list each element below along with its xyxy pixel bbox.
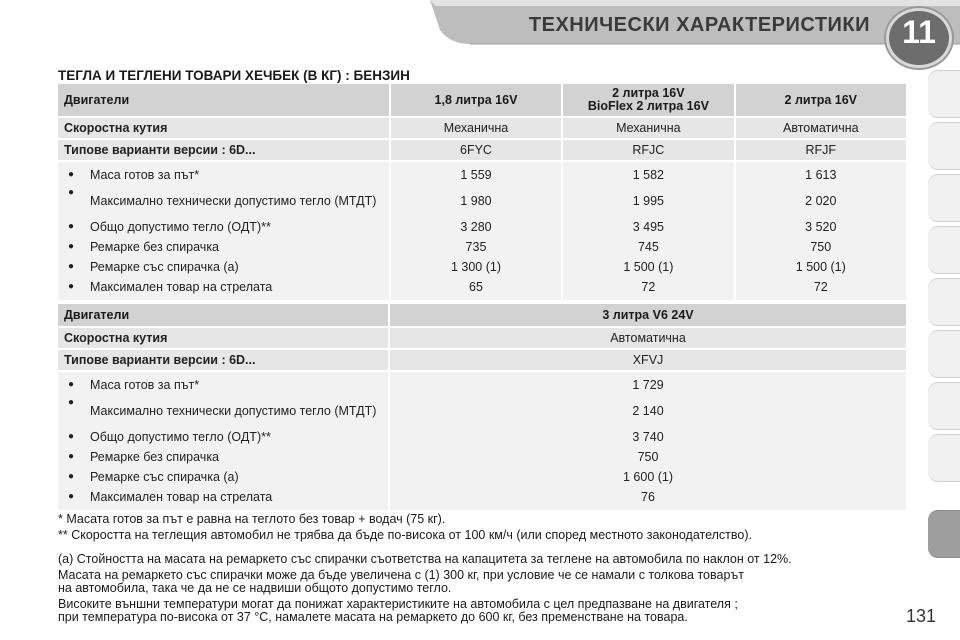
row-label: Максимално технически допустимо тегло (МТДТ) xyxy=(90,194,377,208)
cell-value: 2 140 xyxy=(632,404,664,418)
row-label: Ремарке със спирачка (a) xyxy=(90,470,239,484)
variants-label: Типове варианти версии : 6D... xyxy=(58,350,388,370)
cell-value: 1 980 xyxy=(460,194,492,208)
list-item xyxy=(64,427,382,447)
row-labels xyxy=(58,372,388,510)
chapter-tab[interactable] xyxy=(928,226,960,274)
chapter-tab[interactable] xyxy=(928,70,960,118)
cell-value: 1 995 xyxy=(632,194,664,208)
chapter-tab[interactable] xyxy=(928,434,960,482)
cell-value: 65 xyxy=(469,280,483,294)
cell-value: 72 xyxy=(813,280,828,294)
weights-table-1 xyxy=(56,82,908,302)
cell-value: 1 613 xyxy=(805,168,837,182)
bullet-icon: ● xyxy=(68,491,75,502)
row-label: Максимален товар на стрелата xyxy=(90,490,273,504)
variant-col-3: RFJF xyxy=(736,140,906,160)
note-trailer-1a: Масата на ремаркето със спирачки може да бъде увеличена с (1) 300 кг, при условие че се намали с толкова товарът xyxy=(58,568,744,582)
bullet-icon: ● xyxy=(68,261,75,272)
list-item xyxy=(64,487,382,507)
footnote-1: * Масата готов за път е равна на теглото без товар + водач (75 кг). xyxy=(58,512,446,526)
bullet-icon: ● xyxy=(68,451,75,462)
list-item xyxy=(64,257,383,277)
gearbox-label: Скоростна кутия xyxy=(58,328,388,348)
cell-value: 2 020 xyxy=(805,194,837,208)
table-row xyxy=(58,350,906,370)
row-label: Маса готов за път* xyxy=(90,378,200,392)
chapter-number: 11 xyxy=(902,14,936,50)
table-row xyxy=(58,328,906,348)
row-label: Маса готов за път* xyxy=(90,168,200,182)
chapter-tab[interactable] xyxy=(928,174,960,222)
list-item xyxy=(64,447,382,467)
values-col-2 xyxy=(563,162,733,300)
table-row xyxy=(58,118,906,138)
cell-value: 1 582 xyxy=(632,168,664,182)
variant-col-1: 6FYC xyxy=(391,140,561,160)
variant-col: XFVJ xyxy=(390,350,906,370)
list-item xyxy=(64,217,383,237)
chapter-tab[interactable] xyxy=(928,382,960,430)
bullet-icon: ● xyxy=(68,471,75,482)
cell-value: 3 495 xyxy=(632,220,664,234)
cell-value: 72 xyxy=(641,280,656,294)
table-body-row xyxy=(58,372,906,510)
gearbox-label: Скоростна кутия xyxy=(58,118,389,138)
bullet-icon: ● xyxy=(68,169,75,180)
row-label: Ремарке без спирачка xyxy=(90,450,220,464)
gearbox-col: Автоматична xyxy=(390,328,906,348)
row-label: Ремарке без спирачка xyxy=(90,240,220,254)
values-col-3 xyxy=(736,162,906,300)
bullet-icon: ● xyxy=(68,221,75,232)
cell-value: 1 500 (1) xyxy=(623,260,674,274)
variants-label: Типове варианти версии : 6D... xyxy=(58,140,389,160)
list-item xyxy=(64,467,382,487)
cell-value: 76 xyxy=(641,490,655,504)
note-temperature-a: Високите външни температури могат да понижат характеристиките на автомобила с цел предпазване на двигателя ; xyxy=(58,597,738,611)
chapter-tab[interactable] xyxy=(928,122,960,170)
cell-value: 3 280 xyxy=(460,220,492,234)
engines-label: Двигатели xyxy=(58,84,389,116)
values-col xyxy=(390,372,906,510)
row-label: Максимален товар на стрелата xyxy=(90,280,273,294)
bullet-icon: ● xyxy=(68,379,75,390)
footnote-2: ** Скоростта на теглещия автомобил не трябва да бъде по-висока от 100 км/ч (или според местното законодателство). xyxy=(58,528,752,542)
engines-label: Двигатели xyxy=(58,304,388,326)
list-item xyxy=(64,277,383,297)
list-item xyxy=(64,185,383,217)
list-item xyxy=(64,237,383,257)
variant-col-2: RFJC xyxy=(563,140,733,160)
row-label: Максимално технически допустимо тегло (МТДТ) xyxy=(90,404,377,418)
chapter-tab[interactable] xyxy=(928,278,960,326)
table-row xyxy=(58,84,906,116)
cell-value: 750 xyxy=(637,450,659,464)
page-number: 131 xyxy=(906,606,937,626)
row-labels xyxy=(58,162,389,300)
cell-value: 3 740 xyxy=(632,430,664,444)
chapter-tab[interactable] xyxy=(928,330,960,378)
row-label: Общо допустимо тегло (ОДТ)** xyxy=(90,430,271,444)
bullet-icon: ● xyxy=(68,431,75,442)
engine-col-2-line-1: 2 литра 16V xyxy=(612,86,685,100)
bullet-icon: ● xyxy=(68,187,75,198)
footnote-a: (a) Стойността на масата на ремаркето със спирачки съответства на капацитета за теглене на автомобила по наклон от 12%. xyxy=(58,552,792,566)
cell-value: 1 300 (1) xyxy=(450,260,501,274)
engine-col-2-line-2: BioFlex 2 литра 16V xyxy=(587,99,709,113)
chapter-tab-active[interactable] xyxy=(928,510,960,558)
cell-value: 1 559 xyxy=(460,168,492,182)
cell-value: 750 xyxy=(810,240,832,254)
cell-value: 1 600 (1) xyxy=(622,470,674,484)
cell-value: 1 729 xyxy=(632,378,664,392)
table-row xyxy=(58,304,906,326)
values-col-1 xyxy=(391,162,561,300)
list-item xyxy=(64,165,383,185)
bullet-icon: ● xyxy=(68,397,75,408)
note-temperature-b: при температура по-висока от 37 °C, намалете масата на ремаркето до 600 кг, без пременстване на товара. xyxy=(58,610,688,624)
gearbox-col-2: Механична xyxy=(563,118,733,138)
gearbox-col-3: Автоматична xyxy=(736,118,906,138)
engine-col: 3 литра V6 24V xyxy=(390,304,906,326)
list-item xyxy=(64,395,382,427)
engine-col-2 xyxy=(563,84,733,116)
cell-value: 735 xyxy=(465,240,487,254)
cell-value: 3 520 xyxy=(805,220,837,234)
row-label: Общо допустимо тегло (ОДТ)** xyxy=(90,220,271,234)
note-trailer-1b: на автомобила, така че да не се надвиши общото допустимо тегло. xyxy=(58,581,452,595)
cell-value: 1 500 (1) xyxy=(795,260,846,274)
row-label: Ремарке със спирачка (a) xyxy=(90,260,239,274)
engine-col-3: 2 литра 16V xyxy=(736,84,906,116)
cell-value: 745 xyxy=(637,240,659,254)
weights-table-2 xyxy=(56,302,908,512)
table-body-row xyxy=(58,162,906,300)
engine-col-1: 1,8 литра 16V xyxy=(391,84,561,116)
bullet-icon: ● xyxy=(68,281,75,292)
chapter-tabs xyxy=(928,70,960,570)
table-row xyxy=(58,140,906,160)
section-title: ТЕГЛА И ТЕГЛЕНИ ТОВАРИ ХЕЧБЕК (В КГ) : БЕНЗИН xyxy=(58,68,410,83)
gearbox-col-1: Механична xyxy=(391,118,561,138)
header-title: ТЕХНИЧЕСКИ ХАРАКТЕРИСТИКИ xyxy=(528,14,870,36)
bullet-icon: ● xyxy=(68,241,75,252)
list-item xyxy=(64,375,382,395)
